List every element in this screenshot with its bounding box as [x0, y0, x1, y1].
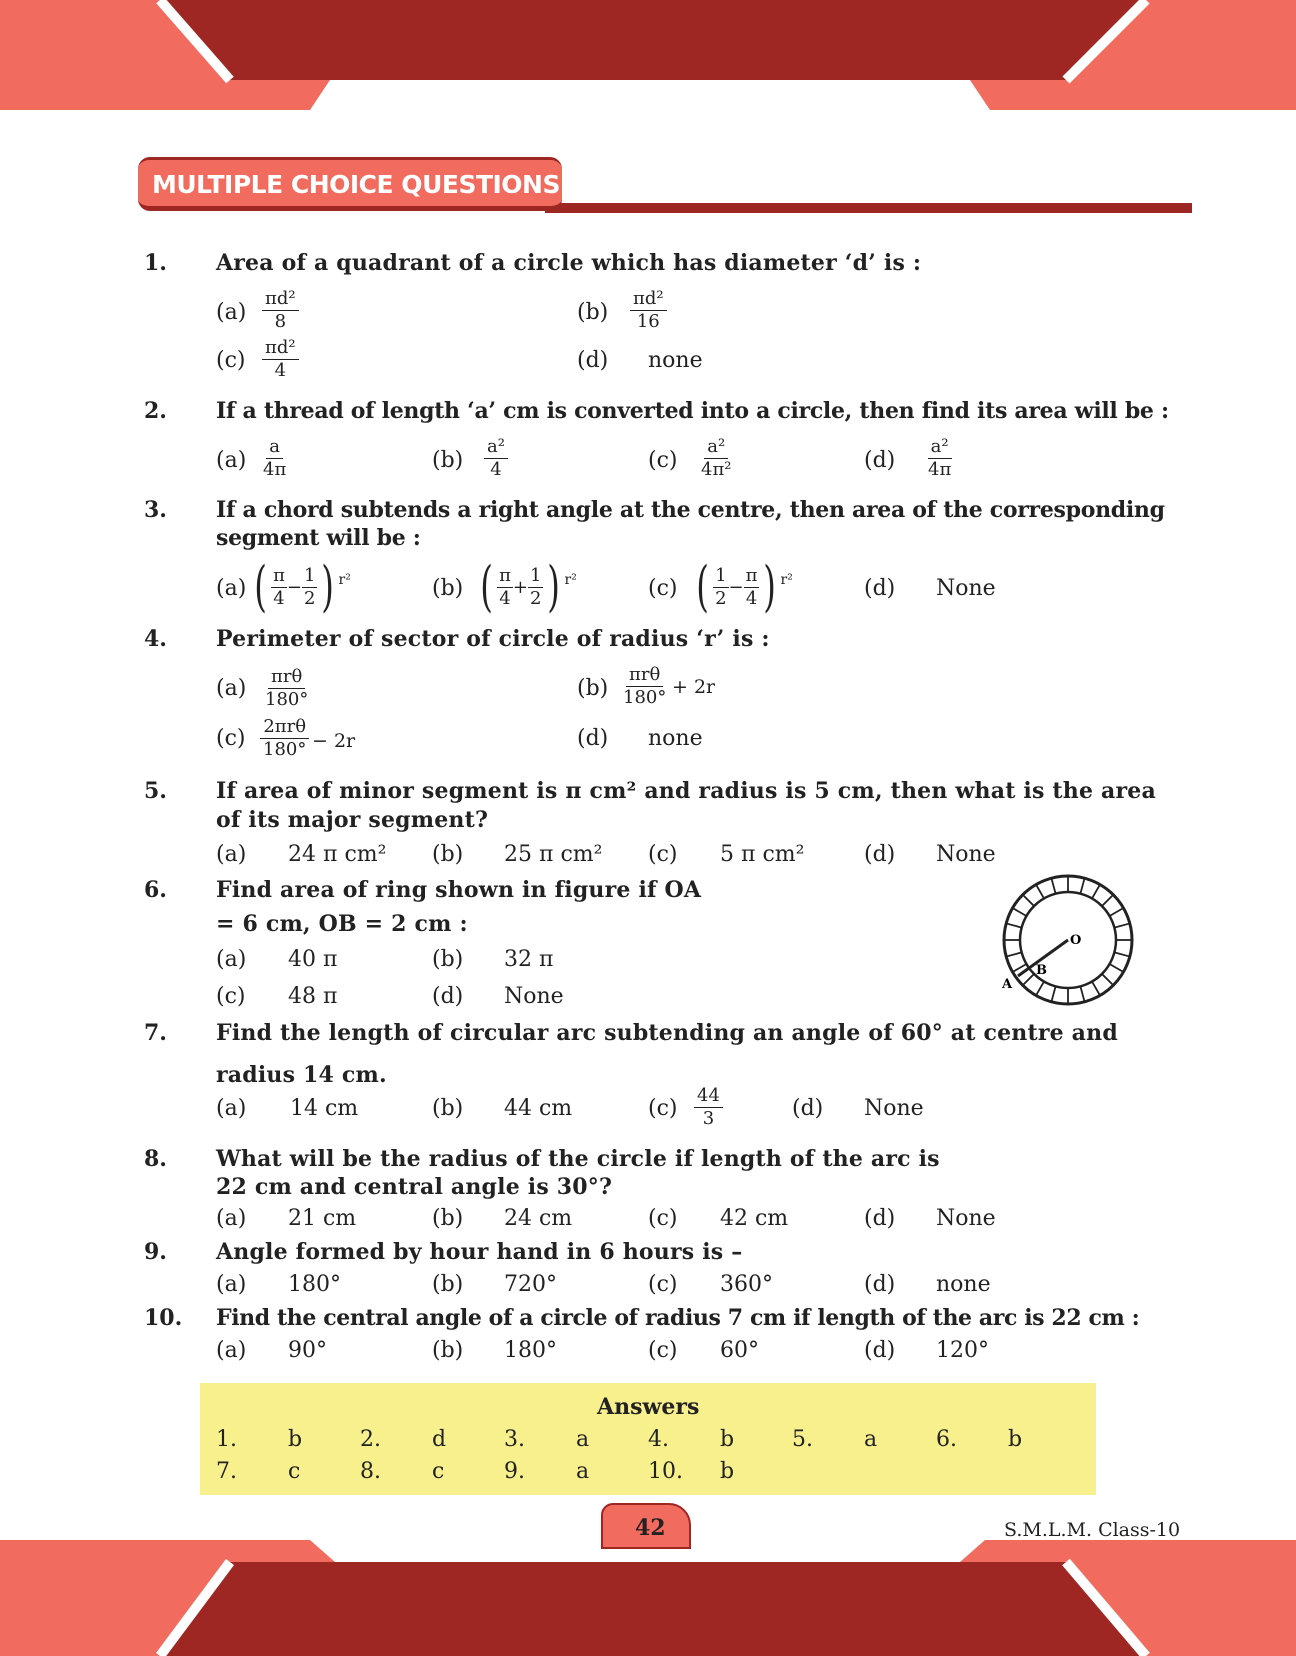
option-value: 180°: [504, 1338, 557, 1363]
option-value: 25 π cm²: [504, 842, 603, 867]
ring-tick: [1013, 908, 1027, 916]
fraction: [260, 436, 289, 481]
answer-value: a: [864, 1427, 878, 1452]
option-value: None: [504, 984, 564, 1009]
numerator: πd²: [630, 288, 667, 311]
option-value: 120°: [936, 1338, 989, 1363]
numerator: πrθ: [626, 664, 663, 687]
question-text-line-2: segment will be :: [216, 525, 421, 551]
answer-value: a: [576, 1459, 590, 1484]
ring-tick: [1102, 895, 1113, 906]
ring-tick: [1051, 878, 1055, 893]
option-value: 44 cm: [504, 1096, 573, 1121]
ring-tick: [1023, 895, 1034, 906]
option-label: (a): [216, 576, 247, 601]
option-label: (b): [577, 676, 609, 701]
numerator: π: [499, 564, 511, 586]
denominator: 8: [274, 311, 287, 332]
denominator: 4: [490, 459, 502, 480]
option-suffix: + 2r: [672, 676, 716, 698]
fraction: [694, 1085, 723, 1130]
question-number: 2.: [144, 398, 167, 424]
section-header-line: [545, 203, 1192, 213]
answer-value: b: [720, 1427, 735, 1452]
fraction: [262, 337, 299, 382]
ring-tick: [1114, 923, 1129, 927]
option-value: 180°: [288, 1272, 341, 1297]
ring-tick: [1051, 986, 1055, 1001]
option-label: (b): [432, 1096, 464, 1121]
option-label: (c): [648, 1096, 678, 1121]
denominator: 180°: [265, 689, 309, 710]
ring-tick: [1006, 923, 1021, 927]
answers-title: Answers: [597, 1394, 700, 1420]
parenthesized-expression: ( $\frac{1}{2}$ − $\frac{\pi}{4}$ ) r²: [696, 555, 793, 618]
numerator: πd²: [262, 288, 299, 311]
question-text-line-1: Find the length of circular arc subtending an angle of 60° at centre and: [216, 1020, 1118, 1046]
denominator: 4: [273, 587, 285, 609]
figure-label-o: O: [1070, 933, 1082, 948]
numerator: 44: [694, 1085, 723, 1108]
option-label: (b): [432, 1206, 464, 1231]
option-label: (b): [432, 842, 464, 867]
option-value: 24 π cm²: [288, 842, 387, 867]
ring-tick: [1036, 885, 1044, 899]
option-label: (a): [216, 947, 247, 972]
ring-tick: [1006, 952, 1021, 956]
option-value: 90°: [288, 1338, 327, 1363]
denominator: 180°: [623, 687, 667, 708]
question-number: 6.: [144, 877, 167, 903]
ring-tick: [1036, 982, 1044, 996]
question-text: Perimeter of sector of circle of radius ‘r’ is :: [216, 626, 770, 652]
fraction: [630, 288, 667, 333]
ring-tick: [1092, 885, 1100, 899]
fraction: [262, 288, 299, 333]
denominator: 4: [499, 587, 511, 609]
denominator: 4π: [263, 459, 287, 480]
option-label: (c): [216, 348, 246, 373]
ring-figure: [996, 870, 1136, 1010]
denominator: 2: [304, 587, 316, 609]
question-number: 9.: [144, 1239, 167, 1265]
fraction: [262, 666, 311, 711]
numerator: a²: [484, 436, 508, 459]
ring-tick: [1080, 986, 1084, 1001]
question-text-line-1: If a chord subtends a right angle at the centre, then area of the corresponding: [216, 497, 1165, 523]
option-label: (d): [864, 448, 896, 473]
answer-number: 10.: [648, 1459, 683, 1484]
answer-number: 9.: [504, 1459, 525, 1484]
fraction: [260, 716, 309, 761]
denominator: 180°: [263, 739, 307, 760]
option-value: None: [864, 1096, 924, 1121]
book-title: S.M.L.M. Class-10: [1004, 1519, 1181, 1541]
option-value: 40 π: [288, 947, 338, 972]
option-label: (d): [864, 1206, 896, 1231]
answer-number: 6.: [936, 1427, 957, 1452]
option-label: (b): [432, 448, 464, 473]
option-label: (d): [864, 842, 896, 867]
page-number: 42: [635, 1515, 666, 1541]
question-text-line-1: If area of minor segment is π cm² and radius is 5 cm, then what is the area: [216, 778, 1156, 804]
operator: −: [286, 576, 303, 598]
fraction: [698, 436, 735, 481]
option-label: (a): [216, 448, 247, 473]
question-number: 4.: [144, 626, 167, 652]
option-value: 48 π: [288, 984, 338, 1009]
denominator: 4: [274, 360, 287, 381]
denominator: 4: [745, 587, 758, 609]
question-text: Angle formed by hour hand in 6 hours is –: [216, 1239, 743, 1265]
answer-number: 7.: [216, 1459, 237, 1484]
option-value: 720°: [504, 1272, 557, 1297]
answer-number: 8.: [360, 1459, 381, 1484]
numerator: 1: [304, 564, 316, 586]
option-label: (d): [864, 1338, 896, 1363]
numerator: 2πrθ: [260, 716, 309, 739]
numerator: π: [745, 564, 758, 586]
option-label: (c): [648, 1272, 678, 1297]
answer-value: c: [288, 1459, 301, 1484]
question-number: 3.: [144, 497, 167, 523]
option-label: (a): [216, 1272, 247, 1297]
denominator: 2: [715, 587, 727, 609]
option-value: 42 cm: [720, 1206, 789, 1231]
ring-tick: [1114, 952, 1129, 956]
numerator: πd²: [262, 337, 299, 360]
question-text: If a thread of length ‘a’ cm is converted into a circle, then find its area will be :: [216, 398, 1169, 424]
question-text-line-2: radius 14 cm.: [216, 1062, 387, 1088]
option-label: (a): [216, 1206, 247, 1231]
question-text-line-2: 22 cm and central angle is 30°?: [216, 1174, 613, 1200]
suffix: r²: [338, 572, 351, 588]
option-value: 360°: [720, 1272, 773, 1297]
option-label: (d): [792, 1096, 824, 1121]
suffix: r²: [564, 572, 577, 588]
option-value: None: [936, 1206, 996, 1231]
option-label: (c): [648, 1338, 678, 1363]
answer-value: c: [432, 1459, 445, 1484]
ring-tick: [1110, 964, 1124, 972]
option-label: (c): [648, 448, 678, 473]
answer-value: a: [576, 1427, 590, 1452]
option-label: (d): [577, 348, 609, 373]
option-label: (c): [648, 576, 678, 601]
top-decorative-band: [0, 0, 1296, 110]
section-title: MULTIPLE CHOICE QUESTIONS: [152, 170, 560, 199]
denominator: 16: [636, 311, 660, 332]
option-label: (a): [216, 300, 247, 325]
numerator: a: [266, 436, 283, 459]
option-value: none: [648, 348, 703, 373]
question-number: 5.: [144, 778, 167, 804]
answer-value: b: [1008, 1427, 1023, 1452]
numerator: 1: [715, 564, 727, 586]
parenthesized-expression: ( $\frac{\pi}{4}$ − $\frac{1}{2}$ ) r²: [254, 555, 351, 618]
option-label: (b): [432, 1272, 464, 1297]
denominator: 2: [530, 587, 542, 609]
ring-tick: [1080, 878, 1084, 893]
suffix: r²: [780, 572, 793, 588]
fraction: [484, 436, 508, 481]
option-label: (a): [216, 1096, 247, 1121]
ring-tick: [1102, 974, 1113, 985]
question-text: Area of a quadrant of a circle which has diameter ‘d’ is :: [216, 250, 922, 276]
option-label: (a): [216, 676, 247, 701]
option-label: (d): [577, 726, 609, 751]
answer-number: 5.: [792, 1427, 813, 1452]
question-text: Find the central angle of a circle of radius 7 cm if length of the arc is 22 cm :: [216, 1305, 1140, 1331]
answer-value: b: [288, 1427, 303, 1452]
answer-number: 3.: [504, 1427, 525, 1452]
option-value: 60°: [720, 1338, 759, 1363]
question-number: 8.: [144, 1146, 167, 1172]
question-number: 1.: [144, 250, 167, 276]
denominator: 4π: [928, 459, 952, 480]
answer-number: 1.: [216, 1427, 237, 1452]
answer-number: 4.: [648, 1427, 669, 1452]
operator: −: [728, 576, 744, 598]
ring-tick: [1092, 982, 1100, 996]
option-value: 14 cm: [290, 1096, 359, 1121]
option-suffix: − 2r: [312, 730, 356, 752]
operator: +: [512, 576, 529, 598]
option-value: None: [936, 842, 996, 867]
parenthesized-expression: ( $\frac{\pi}{4}$ + $\frac{1}{2}$ ) r²: [480, 555, 577, 618]
question-number: 7.: [144, 1020, 167, 1046]
question-text-line-1: What will be the radius of the circle if length of the arc is: [216, 1146, 940, 1172]
fraction: [925, 436, 954, 481]
option-label: (d): [864, 576, 896, 601]
option-label: (a): [216, 842, 247, 867]
question-text-line-1: Find area of ring shown in figure if OA: [216, 877, 702, 903]
denominator: 3: [702, 1108, 715, 1129]
figure-label-b: B: [1036, 963, 1047, 978]
denominator: 4π²: [701, 459, 732, 480]
option-value: None: [936, 576, 996, 601]
ring-tick: [1023, 974, 1034, 985]
option-label: (c): [648, 1206, 678, 1231]
option-value: none: [936, 1272, 991, 1297]
numerator: πrθ: [268, 666, 305, 689]
question-number: 10.: [144, 1305, 183, 1331]
option-value: 5 π cm²: [720, 842, 805, 867]
numerator: π: [273, 564, 285, 586]
figure-label-a: A: [1002, 977, 1013, 992]
answer-number: 2.: [360, 1427, 381, 1452]
option-label: (b): [432, 576, 464, 601]
option-label: (b): [432, 947, 464, 972]
option-label: (d): [864, 1272, 896, 1297]
option-label: (c): [648, 842, 678, 867]
numerator: 1: [530, 564, 542, 586]
option-label: (c): [216, 726, 246, 751]
bottom-decorative-band: [0, 1540, 1296, 1656]
option-label: (a): [216, 1338, 247, 1363]
option-value: none: [648, 726, 703, 751]
numerator: a²: [928, 436, 952, 459]
option-label: (b): [432, 1338, 464, 1363]
ring-tick: [1110, 908, 1124, 916]
option-value: 32 π: [504, 947, 554, 972]
option-label: (d): [432, 984, 464, 1009]
option-value: 21 cm: [288, 1206, 357, 1231]
numerator: a²: [704, 436, 728, 459]
option-label: (c): [216, 984, 246, 1009]
question-text-line-2: of its major segment?: [216, 807, 489, 833]
option-value: 24 cm: [504, 1206, 573, 1231]
question-text-line-2: = 6 cm, OB = 2 cm :: [216, 911, 468, 937]
answer-value: b: [720, 1459, 735, 1484]
fraction: [620, 664, 669, 709]
answer-value: d: [432, 1427, 447, 1452]
option-label: (b): [577, 300, 609, 325]
